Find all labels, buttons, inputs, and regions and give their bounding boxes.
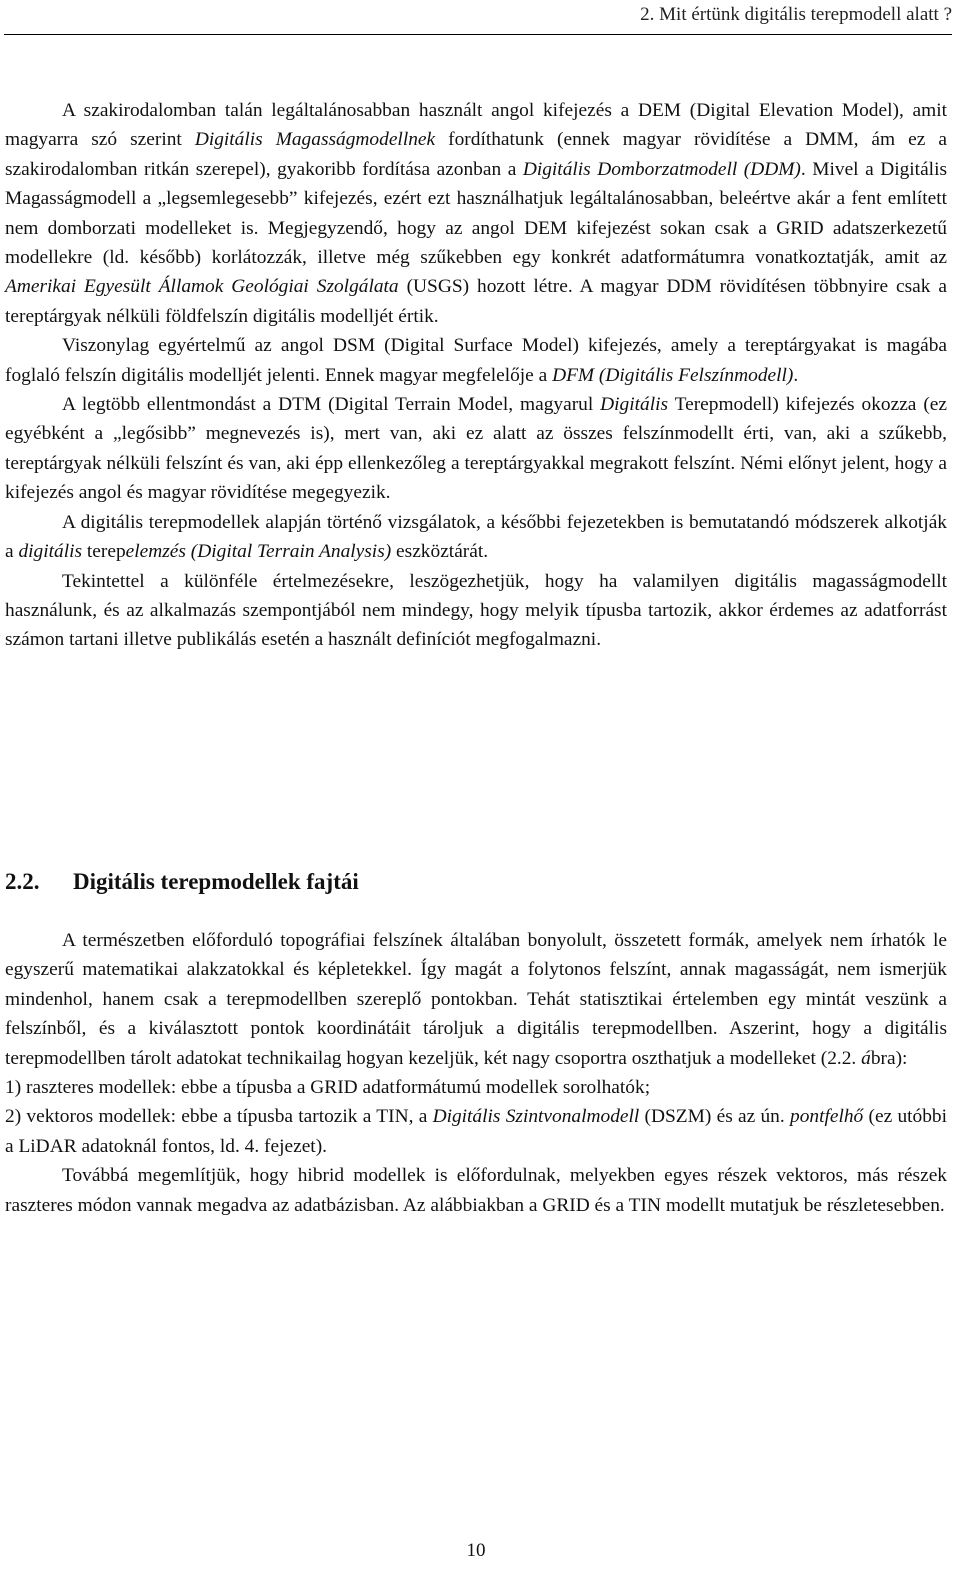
paragraph-hybrid-models: Továbbá megemlítjük, hogy hibrid modellek is előfordulnak, melyekben egyes részek vektoros, más részek raszteres módon vannak megadva az adatbázisban. Az alábbiakban a GRID és a TIN modellt mutatjuk be részletesebben. xyxy=(5,1165,947,1216)
header-rule xyxy=(4,34,952,35)
section-1-body xyxy=(5,96,947,655)
paragraph-dtm-definition: A legtöbb ellentmondást a DTM (Digital Terrain Model, magyarul Digitális Terepmodell) kifejezés okozza (ez egyébként a „legősibb” megnevezés is), mert van, aki ez alatt az összes felszínmodellt érti, van, aki a szűkebb, tereptárgyak nélküli felszínt és van, aki épp ellenkezőleg a tereptárgyakkal megrakott felszínt. Némi előnyt jelent, hogy a kifejezés angol és magyar rövidítése megegyezik. xyxy=(5,394,947,504)
page-number: 10 xyxy=(466,1540,486,1561)
paragraph-model-types-intro: A természetben előforduló topográfiai felszínek általában bonyolult, összetett formák, amelyek nem írhatók le egyszerű matematikai alakzatokkal és képletekkel. Így magát a folytonos felszínt, annak magasságát, nem ismerjük mindenhol, hanem csak a terepmodellben szereplő pontokban. Tehát statisztikai értelemben egy mintát veszünk a felszínből, és a kiválasztott pontok koordinátáit tároljuk a digitális terepmodellben. Aszerint, hogy a digitális terepmodellben tárolt adatokat technikailag hogyan kezeljük, két nagy csoportra oszthatjuk a modelleket (2.2. ábra): xyxy=(5,930,947,1069)
running-header: 2. Mit értünk digitális terepmodell alatt ? xyxy=(640,4,952,25)
section-2-body xyxy=(5,926,947,1220)
section-number: 2.2. xyxy=(5,869,40,894)
section-title: Digitális terepmodellek fajtái xyxy=(73,869,359,894)
paragraph-dem-definition: A szakirodalomban talán legáltalánosabban használt angol kifejezés a DEM (Digital Elevation Model), amit magyarra szó szerint Digitális Magasságmodellnek fordíthatunk (ennek magyar rövidítése a DMM, ám ez a szakirodalomban ritkán szerepel), gyakoribb fordítása azonban a Digitális Domborzatmodell (DDM). Mivel a Digitális Magasságmodell a „legsemlegesebb” kifejezés, ezért ezt használhatjuk legáltalánosabban, beleértve akár a fent említett nem domborzati modelleket is. Megjegyzendő, hogy az angol DEM kifejezést sokan csak a GRID adatszerkezetű modellekre (ld. később) korlátozzák, illetve még szűkebben egy konkrét adatformátumra vonatkoztatják, amit az Amerikai Egyesült Államok Geológiai Szolgálata (USGS) hozott létre. A magyar DDM rövidítésen többnyire csak a tereptárgyak nélküli földfelszín digitális modelljét értik. xyxy=(5,100,948,327)
list-item-vector-models: 2) vektoros modellek: ebbe a típusba tartozik a TIN, a Digitális Szintvonalmodell (DSZM) és az ún. pontfelhő (ez utóbbi a LiDAR adatoknál fontos, ld. 4. fejezet). xyxy=(5,1106,948,1157)
paragraph-terrain-analysis: A digitális terepmodellek alapján történő vizsgálatok, a későbbi fejezetekben is bemutatandó módszerek alkotják a digitális terepelemzés (Digital Terrain Analysis) eszköztárát. xyxy=(5,511,947,563)
paragraph-dsm-definition: Viszonylag egyértelmű az angol DSM (Digital Surface Model) kifejezés, amely a tereptárgyakat is magába foglaló felszín digitális modelljét jelenti. Ennek magyar megfelelője a DFM (Digitális Felszínmodell). xyxy=(5,335,947,386)
list-item-raster-models: 1) raszteres modellek: ebbe a típusba a GRID adatformátumú modellek sorolhatók; xyxy=(5,1077,651,1099)
section-heading xyxy=(5,866,947,898)
paragraph-conclusion: Tekintettel a különféle értelmezésekre, leszögezhetjük, hogy ha valamilyen digitális magasságmodellt használunk, és az alkalmazás szempontjából nem mindegy, hogy melyik típusba tartozik, akkor érdemes az adatforrást számon tartani illetve publikálás esetén a használt definíciót megfogalmazni. xyxy=(5,570,947,651)
